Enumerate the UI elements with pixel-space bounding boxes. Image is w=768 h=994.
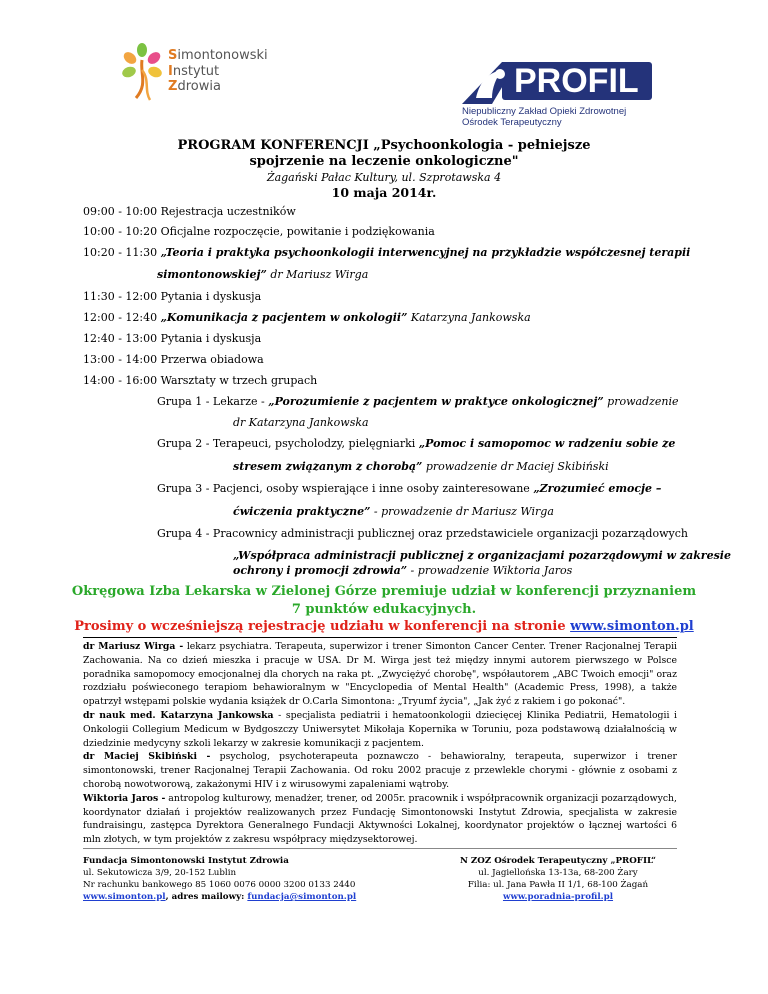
title-line-1: PROGRAM KONFERENCJI „Psychoonkologia - pełniejsze <box>177 138 591 153</box>
flower-logo-icon <box>118 40 166 102</box>
workshop-speaker <box>233 505 554 519</box>
bio-name: dr nauk med. Katarzyna Jankowska <box>83 709 274 721</box>
agenda-time: 10:20 - 11:30 <box>83 246 161 259</box>
footer-profil <box>440 855 676 903</box>
speaker: Katarzyna Jankowska <box>407 311 531 324</box>
workshop-group-3 <box>157 482 661 496</box>
logo-line3-cap: Z <box>168 79 178 94</box>
registration-note <box>0 618 768 636</box>
page-title <box>0 138 768 170</box>
title-line-2: spojrzenie na leczenie onkologiczne" <box>249 154 519 169</box>
profil-subtitle-1: Niepubliczny Zakład Opieki Zdrowotnej <box>462 106 627 117</box>
workshop-title-cont: ochrony i promocji zdrowia” <box>233 564 408 577</box>
workshop-title-cont: ćwiczenia praktyczne” <box>233 505 371 518</box>
profil-subtitle-2: Ośrodek Terapeutyczny <box>462 117 562 128</box>
bio-text: antropolog kulturowy, menadżer, trener, od 2005r. pracownik i współpracownik organizacji pozarządowych, koordynator działań i projektów realizowanych przez Fundację Simontonowski Instytut Zdrowia, specjalista w zakresie fundraisingu, zastępca Dyrektora Generalnego Fundacji Aktywności Lokalnej, koordynator projektów o łącznej wartości 6 mln złotych, w tym projektów z zakresu współpracy międzysektorowej. <box>83 792 677 846</box>
agenda-row <box>83 246 690 260</box>
agenda-row: 12:40 - 13:00 Pytania i dyskusja <box>83 332 262 345</box>
foundation-email-link[interactable]: fundacja@simonton.pl <box>247 892 357 902</box>
workshop-group-1 <box>157 395 679 409</box>
agenda-row: 09:00 - 10:00 Rejestracja uczestników <box>83 205 296 218</box>
speaker: dr Mariusz Wirga <box>266 268 369 281</box>
agenda-row <box>157 268 368 282</box>
foundation-address: ul. Sekutowicza 3/9, 20-152 Lublin <box>83 868 237 878</box>
workshop-speaker <box>233 460 609 474</box>
workshop-title: „Pomoc i samopomoc w radzeniu sobie ze <box>418 437 676 450</box>
foundation-website-link[interactable]: www.simonton.pl <box>83 892 166 902</box>
accreditation-line-1: Okręgowa Izba Lekarska w Zielonej Górze premiuje udział w konferencji przyznaniem <box>71 584 697 599</box>
foundation-name: Fundacja Simontonowski Instytut Zdrowia <box>83 856 289 866</box>
footer-foundation <box>83 855 356 903</box>
workshop-title: „Zrozumieć emocje – <box>533 482 662 495</box>
workshop-group-2 <box>157 437 675 451</box>
logo-line2-cap: I <box>168 63 173 79</box>
workshop-speaker <box>233 564 572 578</box>
speaker: prowadzenie dr Maciej Skibiński <box>422 460 609 473</box>
footer-divider <box>83 848 677 849</box>
venue: Żagański Pałac Kultury, ul. Szprotawska 4 <box>266 171 502 184</box>
agenda-time: 12:00 - 12:40 <box>83 311 161 324</box>
profil-name: N ZOZ Ośrodek Terapeutyczny „PROFIL“ <box>459 856 657 866</box>
workshop-title: „Porozumienie z pacjentem w praktyce onkologicznej” <box>268 395 604 408</box>
logo-line1-cap: S <box>168 48 178 63</box>
logo-line2: nstytut <box>172 63 220 79</box>
agenda-row: 14:00 - 16:00 Warsztaty w trzech grupach <box>83 374 318 387</box>
workshop-tail: prowadzenie <box>603 395 679 408</box>
speaker: - prowadzenie Wiktoria Jaros <box>407 564 573 577</box>
group-lead: Grupa 1 - Lekarze - <box>157 395 269 408</box>
workshop-title-cont: stresem związanym z chorobą” <box>233 460 423 473</box>
divider <box>83 637 677 638</box>
profil-website-link[interactable]: www.poradnia-profil.pl <box>502 892 614 902</box>
accreditation-note <box>0 583 768 619</box>
group-lead: Grupa 2 - Terapeuci, psycholodzy, pielęgniarki <box>157 437 419 450</box>
speaker: - prowadzenie dr Mariusz Wirga <box>370 505 554 518</box>
logo-line3: drowia <box>177 79 221 94</box>
profil-branch-address: Filia: ul. Jana Pawła II 1/1, 68-100 Żagań <box>467 880 649 890</box>
lecture-title: „Teoria i praktyka psychoonkologii interwencyjnej na przykładzie współczesnej terapii <box>160 246 691 259</box>
speaker-bios <box>83 640 677 847</box>
workshop-title <box>233 549 731 563</box>
profil-brand: PROFIL <box>514 62 639 100</box>
lecture-title-cont: simontonowskiej” <box>157 268 267 281</box>
bio-jaros <box>83 792 677 847</box>
bio-name: Wiktoria Jaros - <box>83 792 166 804</box>
bio-jankowska <box>83 709 677 750</box>
profil-address: ul. Jagiellońska 13-13a, 68-200 Żary <box>478 868 638 878</box>
foundation-bank-account: Nr rachunku bankowego 85 1060 0076 0000 3200 0133 2440 <box>83 880 356 890</box>
logo-line1: imontonowski <box>177 48 268 63</box>
workshop-group-4: Grupa 4 - Pracownicy administracji publicznej oraz przedstawiciele organizacji pozarządowych <box>157 527 688 540</box>
registration-link[interactable]: www.simonton.pl <box>570 619 694 634</box>
agenda-row: 11:30 - 12:00 Pytania i dyskusja <box>83 290 262 303</box>
bio-text: lekarz psychiatra. Terapeuta, superwizor i trener Simonton Cancer Center. Trener Racjonalnej Terapii Zachowania. Na co dzień mieszka i pracuje w USA. Dr M. Wirga jest też między innymi autorem pierwszego w Polsce poradnika samopomocy emocjonalnej dla chorych na raka pt. „Zwyciężyć chorobę", współautorem „ABC Twoich emocji" oraz rozdziału poświeconego terapiom behawioralnym w "Encyclopedia of Mental Health" (Academic Press, 1998), a także opatrzył wstępami polskie wydania książek dr O.Carla Simontona: „Tryumf życia", „Jak żyć z rakiem i go pokonać". <box>83 641 678 708</box>
group-lead: Grupa 3 - Pacjenci, osoby wspierające i inne osoby zainteresowane <box>157 482 534 495</box>
workshop-speaker <box>233 416 369 430</box>
mail-label: , adres mailowy: <box>165 892 248 902</box>
agenda-row: 10:00 - 10:20 Oficjalne rozpoczęcie, powitanie i podziękowania <box>83 225 435 238</box>
registration-text: Prosimy o wcześniejszą rejestrację udziału w konferencji na stronie <box>74 619 571 634</box>
bio-skibinski <box>83 750 677 791</box>
bio-text: - specjalista pediatrii i hematoonkologii dziecięcej Klinika Pediatrii, Hematologii i Onkologii Collegium Medicum w Bydgoszczy Uniwersytet Mikołaja Kopernika w Toruniu, poza podstawową działalnością w dziedzinie medycyny szkoli lekarzy w zakresie komunikacji z pacjentem. <box>83 709 677 749</box>
speaker: dr Katarzyna Jankowska <box>233 416 369 429</box>
bio-wirga <box>83 640 677 709</box>
lecture-title: „Komunikacja z pacjentem w onkologii” <box>160 311 408 324</box>
agenda-row <box>83 311 531 325</box>
bio-name: dr Mariusz Wirga - <box>83 641 184 652</box>
bio-name: dr Maciej Skibiński - <box>83 751 211 763</box>
bio-text: psycholog, psychoterapeuta poznawczo - behawioralny, terapeuta, superwizor i trener simontonowski, trener Racjonalnej Terapii Zachowania. Od roku 2002 pracuje z przewlekle chorymi - głównie z osobami z chorobą nowotworową, zakażonymi HIV i z wirusowymi zapaleniami wątroby. <box>83 751 677 790</box>
accreditation-line-2: 7 punktów edukacyjnych. <box>291 602 477 617</box>
agenda-row: 13:00 - 14:00 Przerwa obiadowa <box>83 353 264 366</box>
event-date: 10 maja 2014r. <box>331 185 437 200</box>
workshop-title-line: „Współpraca administracji publicznej z organizacjami pozarządowymi w zakresie <box>233 549 731 562</box>
